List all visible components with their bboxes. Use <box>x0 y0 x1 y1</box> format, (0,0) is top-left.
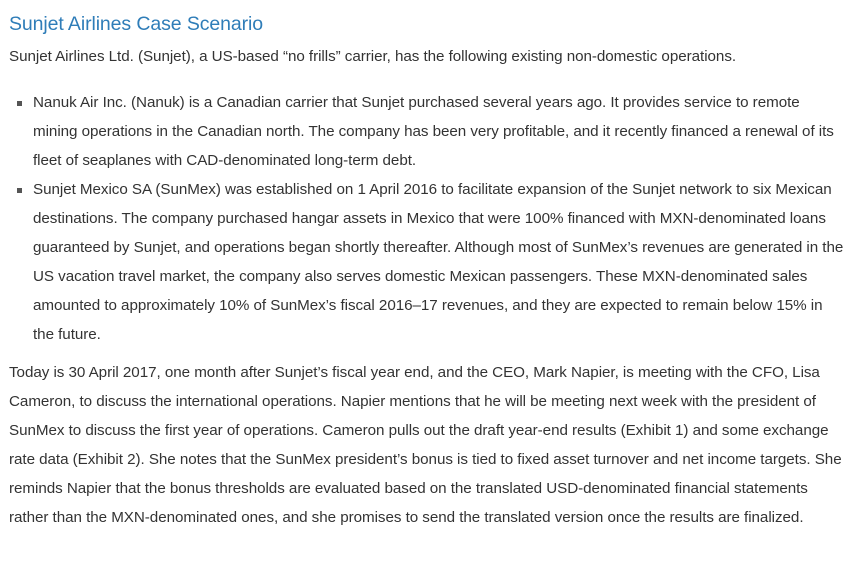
operations-list <box>9 88 846 349</box>
intro-paragraph: Sunjet Airlines Ltd. (Sunjet), a US-based “no frills” carrier, has the following existing non-domestic operations. <box>9 48 737 65</box>
list-item <box>9 88 846 175</box>
bullet-marker-icon <box>17 188 22 193</box>
page-title: Sunjet Airlines Case Scenario <box>9 13 263 35</box>
closing-paragraph: Today is 30 April 2017, one month after Sunjet’s fiscal year end, and the CEO, Mark Napier, is meeting with the CFO, Lisa Cameron, to discuss the international operations. Napier mentions that he will be meeting next week with the president of SunMex to discuss the first year of operations. Cameron pulls out the draft year-end results (Exhibit 1) and some exchange rate data (Exhibit 2). She notes that the SunMex president’s bonus is tied to fixed asset turnover and net income targets. She reminds Napier that the bonus thresholds are evaluated based on the translated USD-denominated financial statements rather than the MXN-denominated ones, and she promises to send the translated version once the results are finalized. <box>9 364 842 526</box>
list-item-text: Sunjet Mexico SA (SunMex) was established on 1 April 2016 to facilitate expansion of the Sunjet network to six Mexican destinations. The company purchased hangar assets in Mexico that were 100% financed with MXN-denominated loans guaranteed by Sunjet, and operations began shortly thereafter. Although most of SunMex’s revenues are generated in the US vacation travel market, the company also serves domestic Mexican passengers. These MXN-denominated sales amounted to approximately 10% of SunMex’s fiscal 2016–17 revenues, and they are expected to remain below 15% in the future. <box>33 181 844 343</box>
list-item <box>9 175 846 349</box>
bullet-marker-icon <box>17 101 22 106</box>
list-item-text: Nanuk Air Inc. (Nanuk) is a Canadian carrier that Sunjet purchased several years ago. It provides service to remote mining operations in the Canadian north. The company has been very profitable, and it recently financed a renewal of its fleet of seaplanes with CAD-denominated long-term debt. <box>33 94 834 169</box>
